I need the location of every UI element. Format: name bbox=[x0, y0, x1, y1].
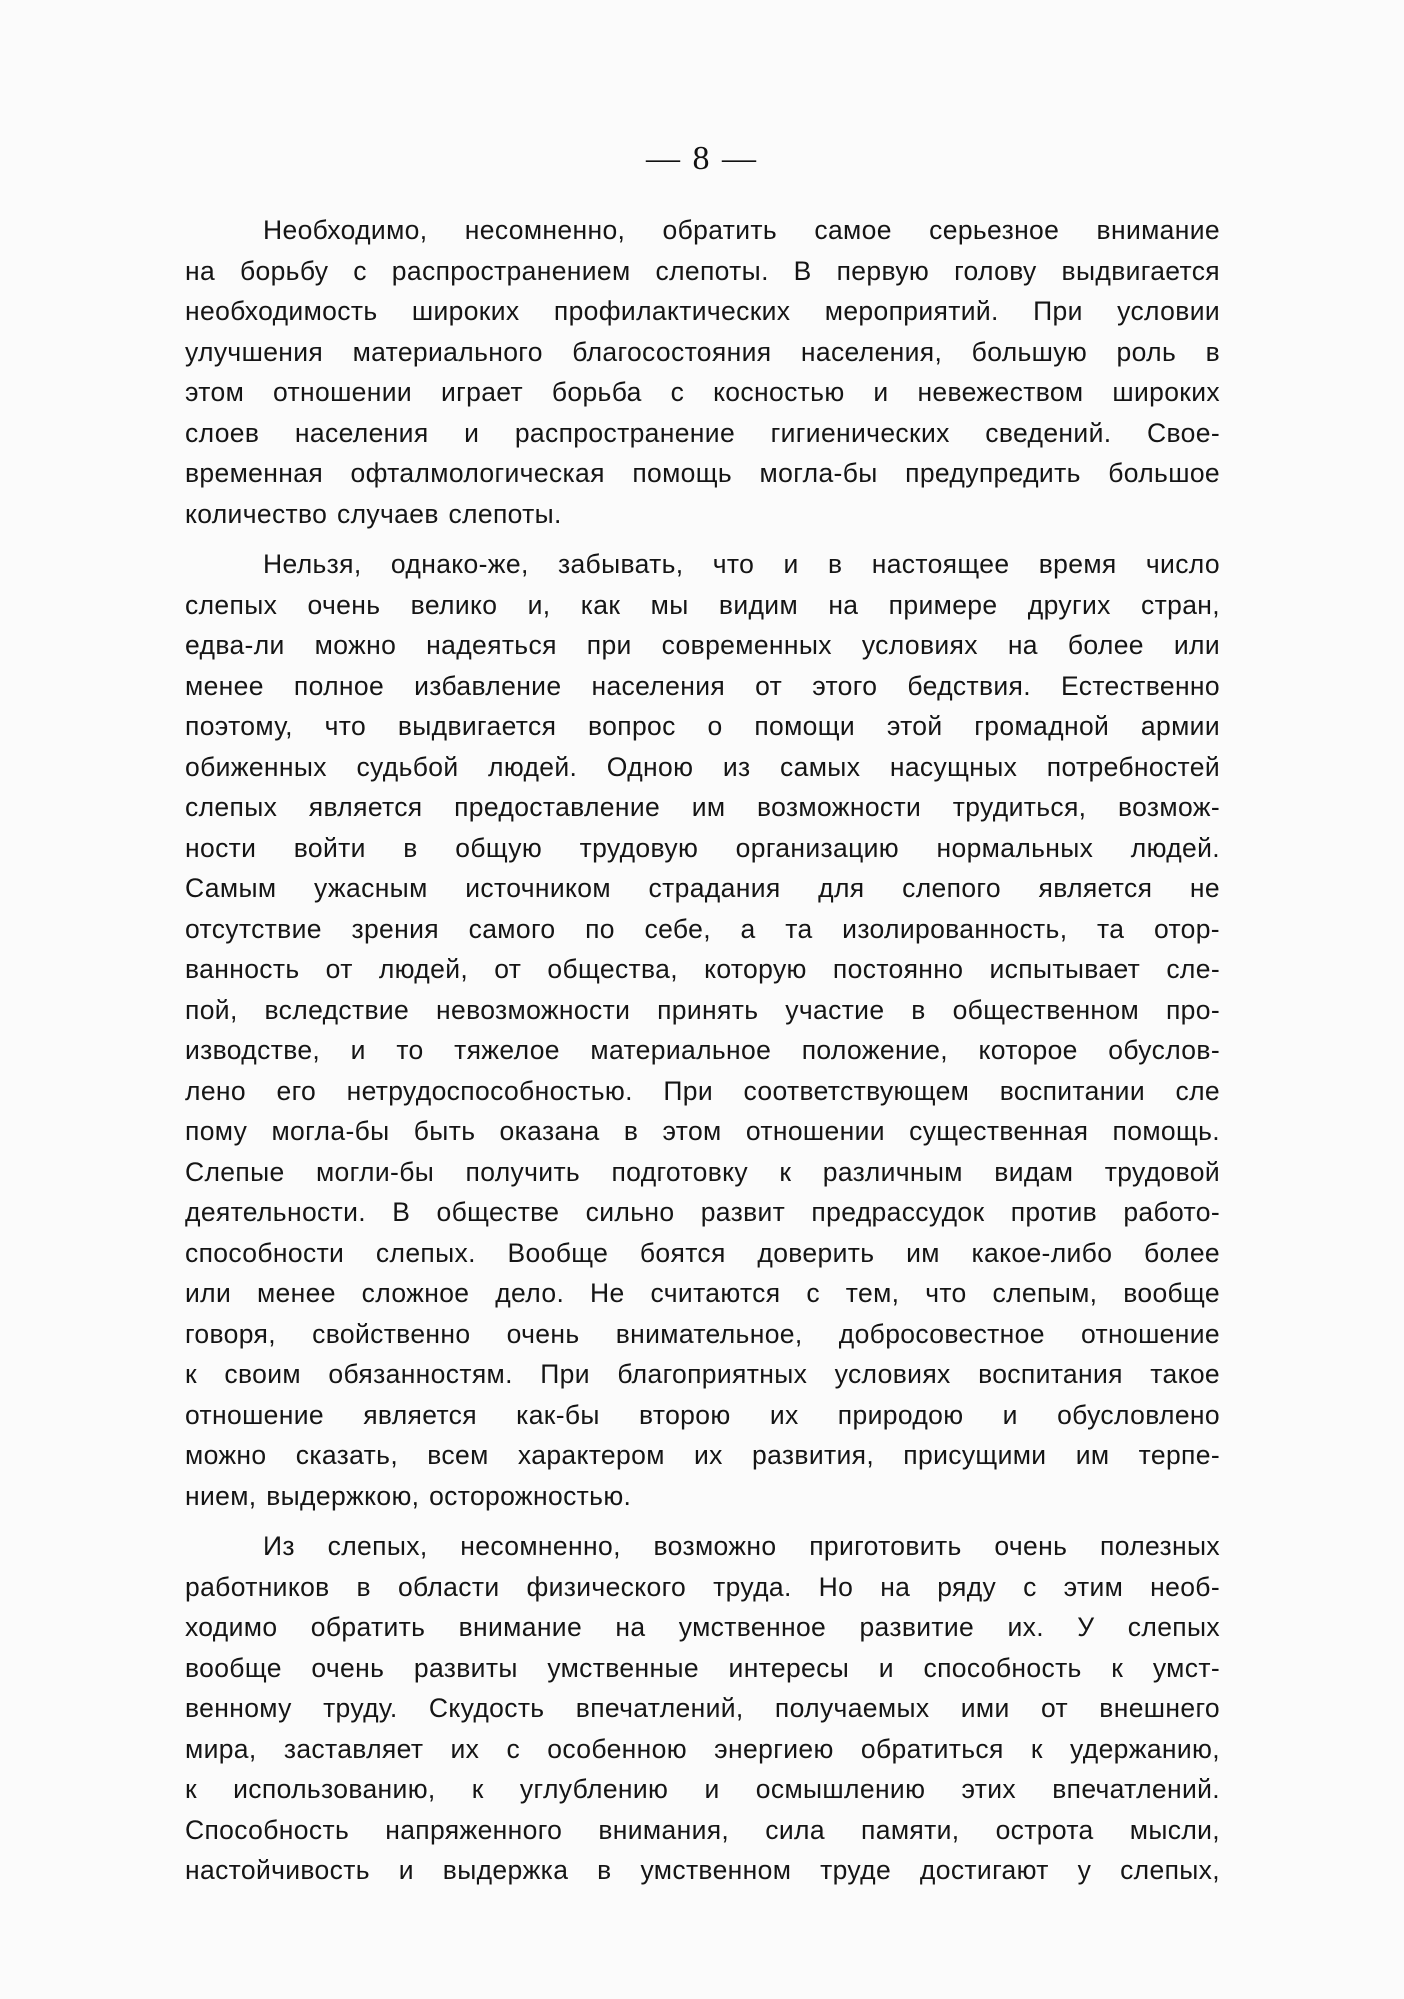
paragraph-1 bbox=[185, 210, 1220, 534]
text-line: едва-ли можно надеяться при современных условиях на более или bbox=[185, 630, 1220, 660]
text-line: венному труду. Скудость впечатлений, получаемых ими от внешнего bbox=[185, 1693, 1220, 1723]
text-line: обиженных судьбой людей. Одною из самых насущных потребностей bbox=[185, 751, 1220, 782]
text-line: нием, выдержкою, осторожностью. bbox=[185, 1480, 632, 1511]
text-line: поэтому, что выдвигается вопрос о помощи этой громадной армии bbox=[185, 711, 1220, 741]
text-line: отношение является как-бы второю их природою и обусловлено bbox=[185, 1399, 1220, 1430]
text-line: изводстве, и то тяжелое материальное положение, которое обуслов- bbox=[185, 1035, 1220, 1065]
text-line: настойчивость и выдержка в умственном труде достигают у слепых, bbox=[185, 1855, 1220, 1885]
text-line: количество случаев слепоты. bbox=[185, 498, 562, 529]
text-line: этом отношении играет борьба с косностью и невежеством широких bbox=[185, 377, 1220, 407]
text-line: работников в области физического труда. Но на ряду с этим необ- bbox=[185, 1571, 1220, 1602]
text-line: слепых является предоставление им возможности трудиться, возмож- bbox=[185, 792, 1220, 822]
text-line: Слепые могли-бы получить подготовку к различным видам трудовой bbox=[185, 1156, 1220, 1187]
text-line: временная офталмологическая помощь могла-бы предупредить большое bbox=[185, 458, 1220, 488]
text-line: Способность напряженного внимания, сила памяти, острота мысли, bbox=[185, 1814, 1220, 1845]
text-line: пому могла-бы быть оказана в этом отношении существенная помощь. bbox=[185, 1116, 1220, 1146]
text-line: к использованию, к углублению и осмышлению этих впечатлений. bbox=[185, 1774, 1220, 1804]
text-line: отсутствие зрения самого по себе, а та изолированность, та отор- bbox=[185, 913, 1220, 944]
text-line: улучшения материального благосостояния населения, большую роль в bbox=[185, 336, 1220, 367]
text-line: слоев населения и распространение гигиенических сведений. Свое- bbox=[185, 417, 1220, 448]
text-line: слепых очень велико и, как мы видим на примере других стран, bbox=[185, 589, 1220, 620]
text-line: Необходимо, несомненно, обратить самое серьезное внимание bbox=[263, 215, 1220, 245]
paragraph-3 bbox=[185, 1526, 1220, 1891]
paragraph-2 bbox=[185, 544, 1220, 1516]
text-line: лено его нетрудоспособностью. При соответствующем воспитании сле bbox=[185, 1075, 1220, 1106]
text-line: необходимость широких профилактических мероприятий. При условии bbox=[185, 296, 1220, 326]
text-line: к своим обязанностям. При благоприятных условиях воспитания такое bbox=[185, 1359, 1220, 1389]
text-line: менее полное избавление населения от этого бедствия. Естественно bbox=[185, 670, 1220, 701]
text-line: говоря, свойственно очень внимательное, добросовестное отношение bbox=[185, 1318, 1220, 1349]
text-line: мира, заставляет их с особенною энергиею обратиться к удержанию, bbox=[185, 1733, 1220, 1764]
text-line: способности слепых. Вообще боятся доверить им какое-либо более bbox=[185, 1237, 1220, 1268]
text-line: вообще очень развиты умственные интересы и способность к умст- bbox=[185, 1652, 1220, 1683]
text-line: Из слепых, несомненно, возможно приготовить очень полезных bbox=[263, 1531, 1220, 1561]
text-line: на борьбу с распространением слепоты. В первую голову выдвигается bbox=[185, 255, 1220, 286]
text-line: пой, вследствие невозможности принять участие в общественном про- bbox=[185, 994, 1220, 1025]
text-line: можно сказать, всем характером их развития, присущими им терпе- bbox=[185, 1440, 1220, 1470]
text-line: деятельности. В обществе сильно развит предрассудок против работо- bbox=[185, 1197, 1220, 1227]
body-text bbox=[185, 210, 1220, 1901]
text-line: ности войти в общую трудовую организацию нормальных людей. bbox=[185, 832, 1220, 863]
page-number: — 8 — bbox=[646, 140, 758, 177]
text-line: ходимо обратить внимание на умственное развитие их. У слепых bbox=[185, 1612, 1220, 1642]
text-line: Нельзя, однако-же, забывать, что и в настоящее время число bbox=[263, 549, 1220, 579]
text-line: ванность от людей, от общества, которую постоянно испытывает сле- bbox=[185, 954, 1220, 984]
text-line: Самым ужасным источником страдания для слепого является не bbox=[185, 873, 1220, 903]
text-line: или менее сложное дело. Не считаются с тем, что слепым, вообще bbox=[185, 1278, 1220, 1308]
